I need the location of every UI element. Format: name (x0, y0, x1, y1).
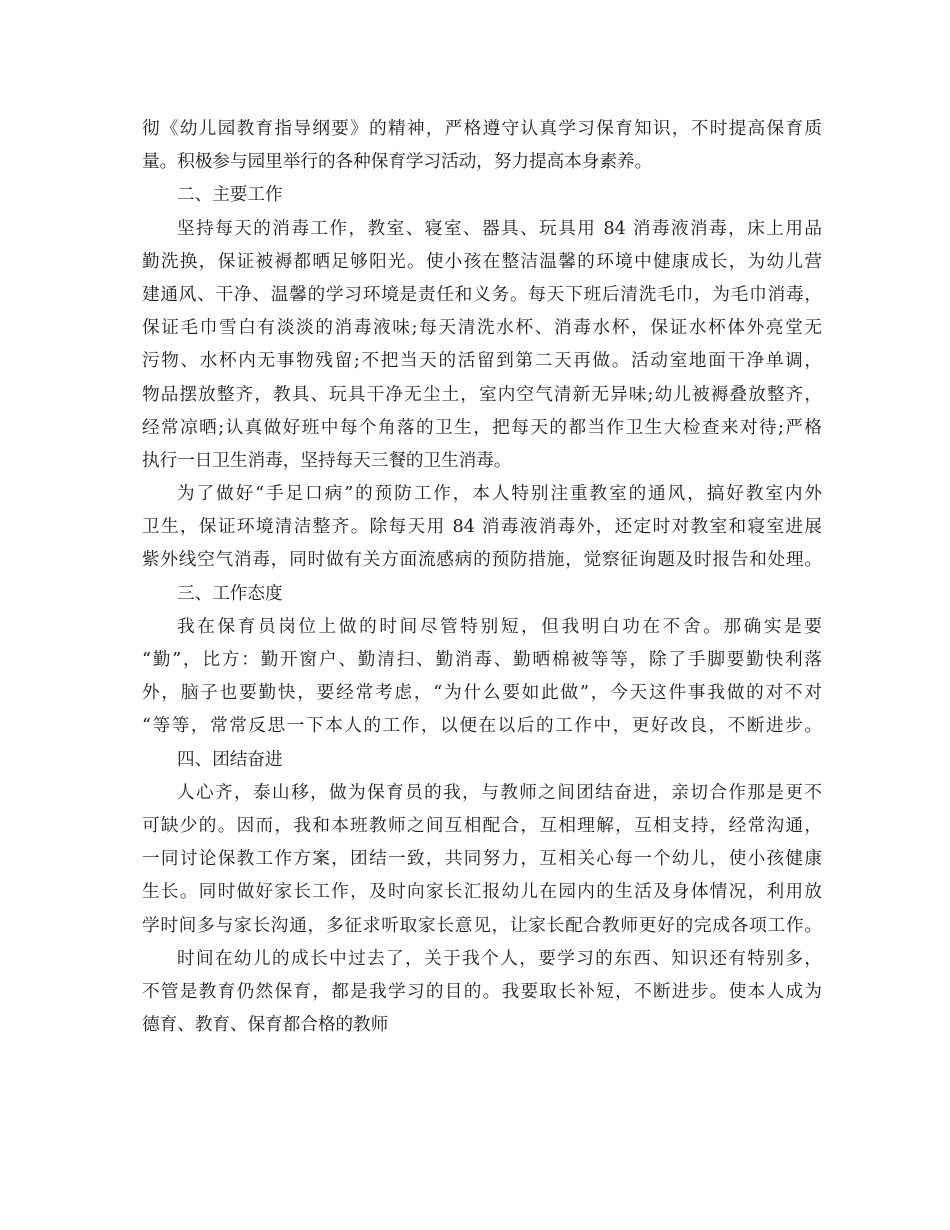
text-line: 四、团结奋进 (177, 749, 283, 770)
text-line: 保证毛巾雪白有淡淡的消毒液味;每天清洗水杯、消毒水杯，保证水杯体外亮堂无 (142, 318, 822, 339)
text-line: 执行一日卫生消毒，坚持每天三餐的卫生消毒。 (142, 450, 512, 471)
text-line: 坚持每天的消毒工作，教室、寝室、器具、玩具用 84 消毒液消毒，床上用品 (177, 218, 822, 239)
text-line: 勤洗换，保证被褥都晒足够阳光。使小孩在整洁温馨的环境中健康成长，为幼儿营 (142, 251, 822, 272)
text-line: 建通风、干净、温馨的学习环境是责任和义务。每天下班后清洗毛巾，为毛巾消毒， (142, 284, 822, 305)
text-line: 卫生，保证环境清洁整齐。除每天用 84 消毒液消毒外，还定时对教室和寝室进展 (142, 517, 822, 538)
text-line: 二、主要工作 (177, 185, 283, 206)
text-line: 污物、水杯内无事物残留;不把当天的活留到第二天再做。活动室地面干净单调， (142, 351, 822, 372)
text-line: 彻《幼儿园教育指导纲要》的精神，严格遵守认真学习保育知识，不时提高保育质 (142, 119, 822, 139)
text-line: 我在保育员岗位上做的时间尽管特别短，但我明白功在不舍。那确实是要 (177, 616, 822, 637)
text-line: 可缺少的。因而，我和本班教师之间互相配合，互相理解，互相支持，经常沟通， (142, 815, 822, 836)
text-line: 三、工作态度 (177, 583, 283, 604)
text-line: 外，脑子也要勤快，要经常考虑，“为什么要如此做”，今天这件事我做的对不对 (142, 683, 822, 704)
text-line: 一同讨论保教工作方案，团结一致，共同努力，互相关心每一个幼儿，使小孩健康 (142, 849, 822, 870)
text-line: 经常凉晒;认真做好班中每个角落的卫生，把每天的都当作卫生大检查来对待;严格 (142, 417, 822, 438)
text-line: 德育、教育、保育都合格的教师 (142, 1015, 389, 1036)
text-line: 紫外线空气消毒，同时做有关方面流感病的预防措施，觉察征询题及时报告和处理。 (142, 550, 822, 571)
text-line: 为了做好“手足口病”的预防工作，本人特别注重教室的通风，搞好教室内外 (177, 484, 822, 505)
document-body (142, 113, 822, 1042)
text-line: 量。积极参与园里举行的各种保育学习活动，努力提高本身素养。 (142, 152, 653, 173)
text-line: 学时间多与家长沟通，多征求听取家长意见，让家长配合教师更好的完成各项工作。 (142, 915, 822, 936)
text-line: 生长。同时做好家长工作，及时向家长汇报幼儿在园内的生活及身体情况，利用放 (142, 882, 822, 903)
text-line: “等等，常常反思一下本人的工作，以便在以后的工作中，更好改良，不断进步。 (142, 716, 822, 737)
text-line: 人心齐，泰山移，做为保育员的我，与教师之间团结奋进，亲切合作那是更不 (177, 782, 822, 803)
text-line: 不管是教育仍然保育，都是我学习的目的。我要取长补短，不断进步。使本人成为 (142, 981, 822, 1002)
text-line: 物品摆放整齐，教具、玩具干净无尘土，室内空气清新无异味;幼儿被褥叠放整齐， (142, 384, 822, 405)
text-line: “勤”，比方：勤开窗户、勤清扫、勤消毒、勤晒棉被等等，除了手脚要勤快利落 (142, 650, 822, 670)
text-line: 时间在幼儿的成长中过去了，关于我个人，要学习的东西、知识还有特别多， (177, 948, 822, 969)
